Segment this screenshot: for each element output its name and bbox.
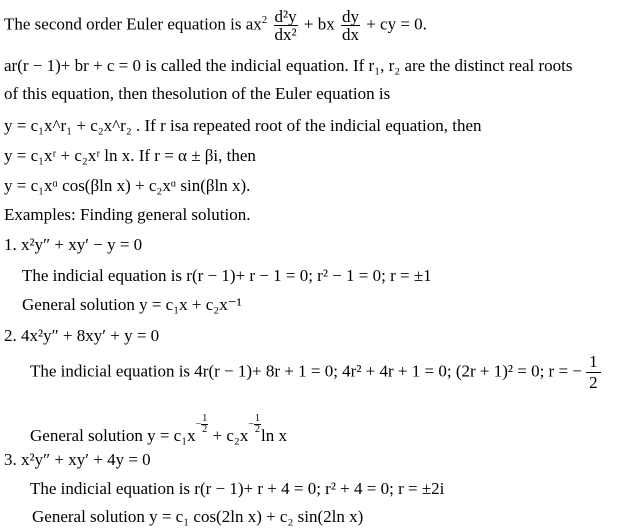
fraction-numerator: d²y	[274, 7, 297, 26]
root-fraction	[586, 352, 601, 393]
fraction-numerator: 1	[586, 352, 601, 373]
fraction-denominator: dx²	[274, 25, 297, 44]
indicial-definition-line: ar(r − 1)+ br + c = 0 is called the indicial equation. If r₁, r₂ are the distinct real roots	[4, 56, 573, 75]
exponent-fraction: − $\frac{1}{2}$	[195, 413, 208, 435]
exponent-fraction: − $\frac{1}{2}$	[248, 413, 260, 435]
solution-intro-line: of this equation, then thesolution of the Euler equation is	[4, 84, 391, 103]
fraction-numerator: 1	[255, 413, 260, 424]
fraction-denominator: 2	[589, 373, 598, 392]
fraction-numerator: dy	[341, 7, 359, 26]
fraction-denominator: 2	[255, 424, 260, 435]
repeated-root-solution-line: y = c₁xʳ + c₂xʳ ln x. If r = α ± βi, then	[4, 146, 256, 165]
second-derivative-fraction	[274, 8, 298, 43]
example-2-indicial: The indicial equation is 4r(r − 1)+ 8r + 1 = 0; 4r² + 4r + 1 = 0; (2r + 1)² = 0; r = −	[30, 361, 582, 381]
example-3-equation: 3. x²y″ + xy′ + 4y = 0	[4, 450, 151, 469]
fraction-denominator: 2	[202, 424, 208, 435]
examples-heading: Examples: Finding general solution.	[4, 205, 251, 224]
example-2-general-a: General solution y = c₁x	[30, 425, 196, 445]
fraction-denominator: dx	[341, 25, 359, 44]
example-2-equation: 2. 4x²y″ + 8xy′ + y = 0	[4, 326, 160, 345]
first-derivative-fraction	[341, 8, 360, 43]
example-2-general-b: + c₂x	[212, 425, 249, 445]
fraction-numerator: 1	[202, 413, 208, 424]
euler-equation-end: + cy = 0.	[366, 14, 427, 34]
example-2-general-line	[30, 414, 287, 446]
distinct-roots-solution-line: y = c₁x^r₁ + c₂x^r₂ . If r isa repeated root of the indicial equation, then	[4, 116, 482, 135]
complex-root-solution-line: y = c₁xᵅ cos(βln x) + c₂xᵅ sin(βln x).	[4, 176, 251, 195]
example-1-indicial: The indicial equation is r(r − 1)+ r − 1 = 0; r² − 1 = 0; r = ±1	[22, 266, 432, 285]
example-2-indicial-line	[30, 352, 601, 393]
example-3-indicial: The indicial equation is r(r − 1)+ r + 4 = 0; r² + 4 = 0; r = ±2i	[30, 479, 445, 498]
euler-equation-text: The second order Euler equation is ax	[4, 14, 262, 34]
example-2-general-c: ln x	[261, 425, 287, 445]
example-3-general-solution: General solution y = c₁ cos(2ln x) + c₂ sin(2ln x)	[32, 507, 364, 526]
euler-equation-middle: + bx	[303, 14, 335, 34]
example-1-general-solution: General solution y = c₁x + c₂x⁻¹	[22, 295, 242, 314]
euler-equation-line: The second order Euler equation is $ax^2$ $\frac{\text{d²y}}{\text{dx²}}$ + bx $\frac{dy}{dx}$ + cy = 0.	[4, 7, 427, 44]
example-1-equation: 1. x²y″ + xy′ − y = 0	[4, 235, 143, 254]
